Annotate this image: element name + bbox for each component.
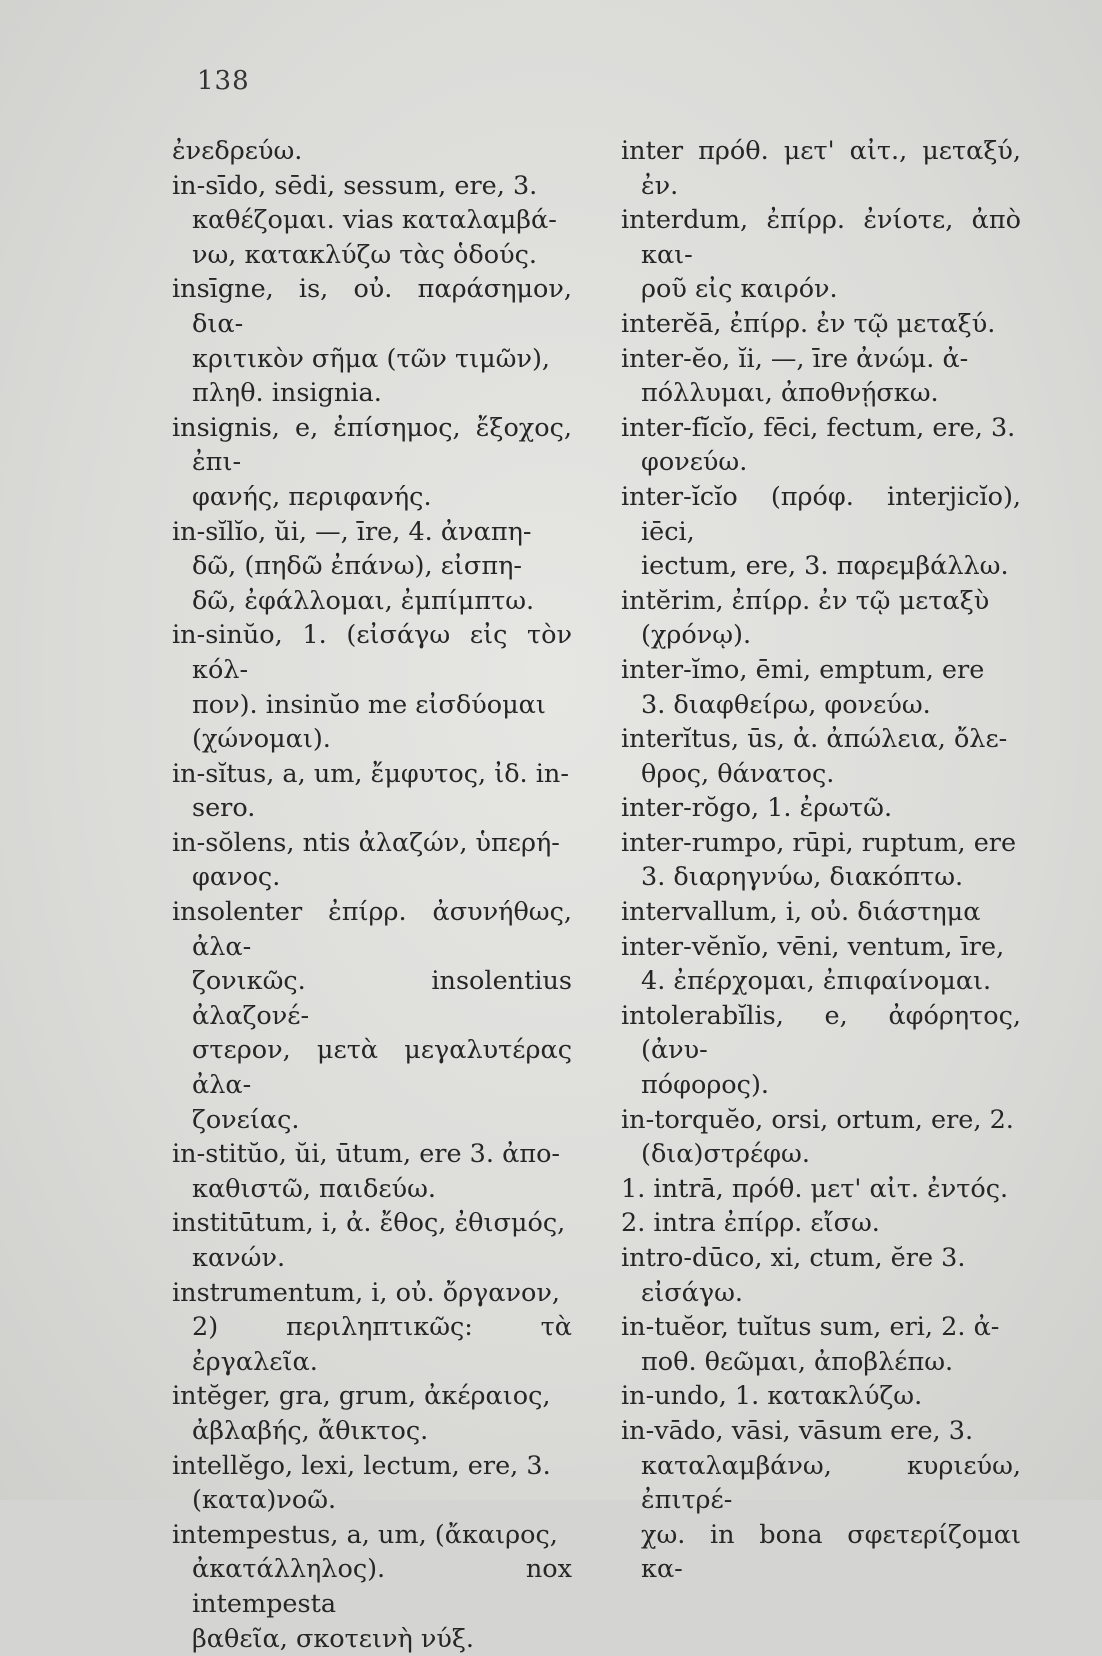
dictionary-entry: inter-vĕnĭo, vēni, ventum, īre, 4. ἐπέρχομαι, ἐπιφαίνομαι. (621, 931, 1005, 997)
dictionary-entry: intellĕgo, lexi, lectum, ere, 3. (κατα)νοῶ. (172, 1450, 551, 1516)
dictionary-entry: intervallum, i, οὐ. διάστημα (621, 897, 981, 928)
dictionary-entry: instrumentum, i, οὐ. ὄργανον, 2) περιληπτικῶς: τὰ ἐργαλεῖα. (172, 1277, 572, 1377)
dictionary-entry: 2. intra ἐπίρρ. εἴσω. (621, 1208, 880, 1239)
dictionary-entry: insolenter ἐπίρρ. ἀσυνήθως, ἀλα- ζονικῶς. insolentius ἀλαζονέ- στερον, μετὰ μεγαλυτέρας ἀλα- ζονείας. (172, 897, 572, 1135)
dictionary-entry: intĕger, gra, grum, ἀκέραιος, ἀβλαβής, ἄθικτος. (172, 1381, 551, 1446)
dictionary-entry: in-sīdo, sēdi, sessum, ere, 3. καθέζομαι. vias καταλαμβά- νω, κατακλύζω τὰς ὁδούς. (172, 170, 557, 270)
dictionary-entry: interĭtus, ūs, ἀ. ἀπώλεια, ὄλε- θρος, θάνατος. (621, 724, 1008, 789)
dictionary-entry: inter-rumpo, rūpi, ruptum, ere 3. διαρηγνύω, διακόπτω. (621, 827, 1017, 893)
dictionary-entry: inter-ĕo, ĭi, —, īre ἀνώμ. ἀ- πόλλυμαι, ἀποθνῄσκω. (621, 343, 969, 409)
dictionary-entry: inter-rŏgo, 1. ἐρωτῶ. (621, 793, 893, 824)
dictionary-entry: inter-ĭcĭo (πρόφ. interjicĭo), iēci, iectum, ere, 3. παρεμβάλλω. (621, 481, 1021, 582)
dictionary-entry: institūtum, i, ἀ. ἔθος, ἐθισμός, κανών. (172, 1208, 566, 1273)
dictionary-entry: in-sĭtus, a, um, ἔμφυτος, ἰδ. in- sero. (172, 758, 569, 824)
dictionary-entry: intolerabĭlis, e, ἀφόρητος, (ἀνυ- πόφορος). (621, 1000, 1021, 1101)
dictionary-entry: in-undo, 1. κατακλύζω. (621, 1381, 923, 1412)
left-column (172, 134, 572, 1656)
dictionary-entry: in-stitŭo, ŭi, ūtum, ere 3. ἀπο- καθιστῶ, παιδεύω. (172, 1139, 561, 1204)
dictionary-entry: inter-fĭcĭo, fēci, fectum, ere, 3. φονεύω. (621, 412, 1016, 478)
dictionary-entry: in-torquĕo, orsi, ortum, ere, 2. (δια)στρέφω. (621, 1104, 1014, 1170)
dictionary-entry: ἐνεδρεύω. (172, 136, 303, 166)
dictionary-entry: in-vādo, vāsi, vāsum ere, 3. καταλαμβάνω, κυριεύω, ἐπιτρέ- χω. in bona σφετερίζομαι κα- (621, 1415, 1021, 1585)
dictionary-entry: insīgne, is, οὐ. παράσημον, δια- κριτικὸν σῆμα (τῶν τιμῶν), πληθ. insignia. (172, 274, 572, 409)
dictionary-entry: inter πρόθ. μετ' αἰτ., μεταξύ, ἐν. (621, 136, 1021, 201)
dictionary-entry: in-sŏlens, ntis ἀλαζών, ὑπερή- φανος. (172, 827, 560, 893)
dictionary-entry: interdum, ἐπίρρ. ἐνίοτε, ἀπὸ και- ροῦ εἰς καιρόν. (621, 205, 1021, 305)
dictionary-entry: in-tuĕor, tuĭtus sum, eri, 2. ἀ- ποθ. θεῶμαι, ἀποβλέπω. (621, 1312, 1000, 1377)
right-column (621, 134, 1021, 1587)
dictionary-entry: intro-dūco, xi, ctum, ĕre 3. εἰσάγω. (621, 1243, 966, 1308)
dictionary-entry: intĕrim, ἐπίρρ. ἐν τῷ μεταξὺ (χρόνῳ). (621, 585, 990, 651)
dictionary-entry: intempestus, a, um, (ἄκαιρος, ἀκατάλληλος). nox intempesta βαθεῖα, σκοτεινὴ νύξ. (172, 1519, 572, 1654)
dictionary-entry: in-sinŭo, 1. (εἰσάγω εἰς τὸν κόλ- πον). insinŭo me εἰσδύομαι (χώνομαι). (172, 620, 572, 755)
page-number: 138 (197, 66, 250, 96)
dictionary-entry: interĕā, ἐπίρρ. ἐν τῷ μεταξύ. (621, 308, 996, 339)
dictionary-entry: in-sĭlĭo, ŭi, —, īre, 4. ἀναπη- δῶ, (πηδῶ ἐπάνω), εἰσπη- δῶ, ἐφάλλομαι, ἐμπίμπτω. (172, 516, 535, 616)
dictionary-entry: inter-ĭmo, ēmi, emptum, ere 3. διαφθείρω, φονεύω. (621, 654, 985, 720)
dictionary-entry: 1. intrā, πρόθ. μετ' αἰτ. ἐντός. (621, 1173, 1009, 1204)
dictionary-entry: insignis, e, ἐπίσημος, ἔξοχος, ἐπι- φανής, περιφανής. (172, 412, 572, 512)
